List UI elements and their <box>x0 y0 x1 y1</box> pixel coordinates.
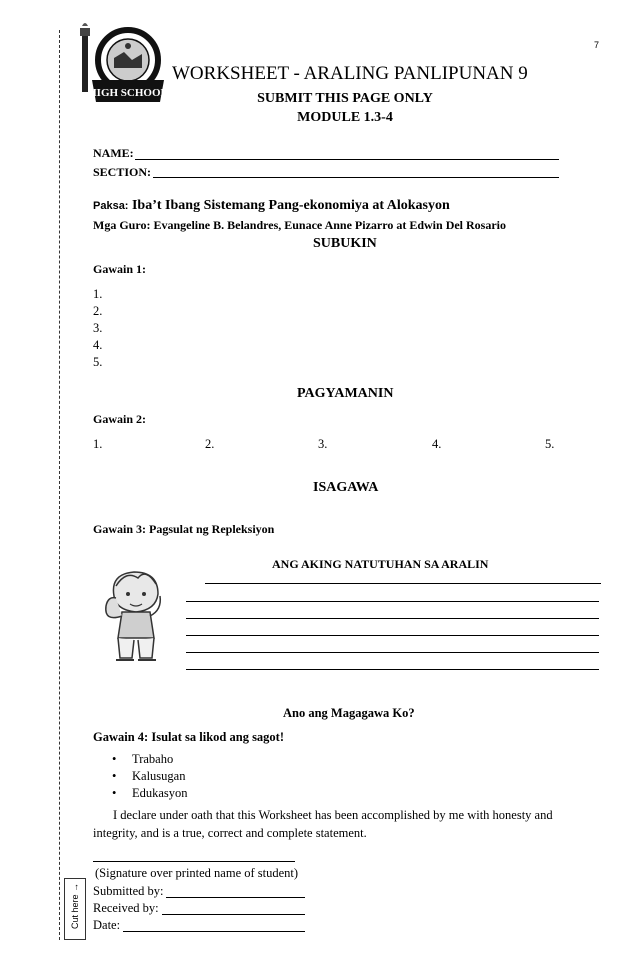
list-item: • Edukasyon <box>98 785 188 802</box>
list-item: 2. <box>205 437 215 451</box>
topic-line <box>93 198 450 214</box>
cut-here-label: Cut here → <box>64 878 86 940</box>
gawain-1-label: Gawain 1: <box>93 262 147 276</box>
list-item: 3. <box>93 321 103 335</box>
date-field[interactable] <box>123 931 305 932</box>
gawain-4-bullets <box>98 751 188 802</box>
signature-field[interactable] <box>93 861 295 862</box>
reflection-title: ANG AKING NATUTUHAN SA ARALIN <box>272 557 489 571</box>
svg-text:HIGH SCHOOL: HIGH SCHOOL <box>88 87 168 99</box>
subukin-heading: SUBUKIN <box>313 236 377 251</box>
module-label: MODULE 1.3-4 <box>297 110 393 125</box>
gawain-4-label: Gawain 4: Isulat sa likod ang sagot! <box>93 730 285 744</box>
list-item: 4. <box>93 338 103 352</box>
received-by-label: Received by: <box>93 901 159 915</box>
submitted-by-label: Submitted by: <box>93 884 164 898</box>
reflection-line[interactable] <box>186 601 599 602</box>
list-item: 5. <box>93 355 103 369</box>
reflection-line[interactable] <box>186 618 599 619</box>
reflection-line[interactable] <box>186 669 599 670</box>
topic-value: Iba’t Ibang Sistemang Pang-ekonomiya at Alokasyon <box>131 198 450 213</box>
isagawa-heading: ISAGAWA <box>313 480 379 495</box>
gawain-1-list <box>93 286 102 371</box>
thinking-child-illustration <box>96 566 178 666</box>
list-item: • Kalusugan <box>98 768 188 785</box>
list-item: 1. <box>93 287 103 301</box>
received-by-field[interactable] <box>162 914 305 915</box>
section-field[interactable] <box>153 177 559 178</box>
list-item: 3. <box>318 437 328 451</box>
submitted-by-field[interactable] <box>166 897 305 898</box>
list-item: • Trabaho <box>98 751 188 768</box>
list-item: 4. <box>432 437 442 451</box>
date-label: Date: <box>93 918 121 932</box>
reflection-line[interactable] <box>186 635 599 636</box>
page-number: 7 <box>594 40 600 50</box>
oath-line-1: I declare under oath that this Worksheet has been accomplished by me with honesty and <box>113 808 553 822</box>
reflection-line[interactable] <box>186 652 599 653</box>
teachers-line: Mga Guro: Evangeline B. Belandres, Eunace Anne Pizarro at Edwin Del Rosario <box>93 218 507 232</box>
signature-caption: (Signature over printed name of student) <box>95 866 299 880</box>
reflection-line[interactable] <box>205 583 601 584</box>
worksheet-title: WORKSHEET - ARALING PANLIPUNAN 9 <box>172 63 528 84</box>
oath-line-2: integrity, and is a true, correct and complete statement. <box>93 826 367 840</box>
gawain-2-label: Gawain 2: <box>93 412 147 426</box>
name-label: NAME: <box>93 146 134 160</box>
list-item: 5. <box>545 437 555 451</box>
submit-note: SUBMIT THIS PAGE ONLY <box>257 91 433 106</box>
pagyamanin-heading: PAGYAMANIN <box>297 386 394 401</box>
cut-line <box>59 30 60 940</box>
magagawa-heading: Ano ang Magagawa Ko? <box>283 706 415 720</box>
list-item: 1. <box>93 437 103 451</box>
gawain-3-label: Gawain 3: Pagsulat ng Repleksiyon <box>93 522 275 536</box>
name-field[interactable] <box>135 159 559 160</box>
list-item: 2. <box>93 304 103 318</box>
section-label: SECTION: <box>93 165 152 179</box>
topic-label: Paksa: <box>93 200 129 212</box>
